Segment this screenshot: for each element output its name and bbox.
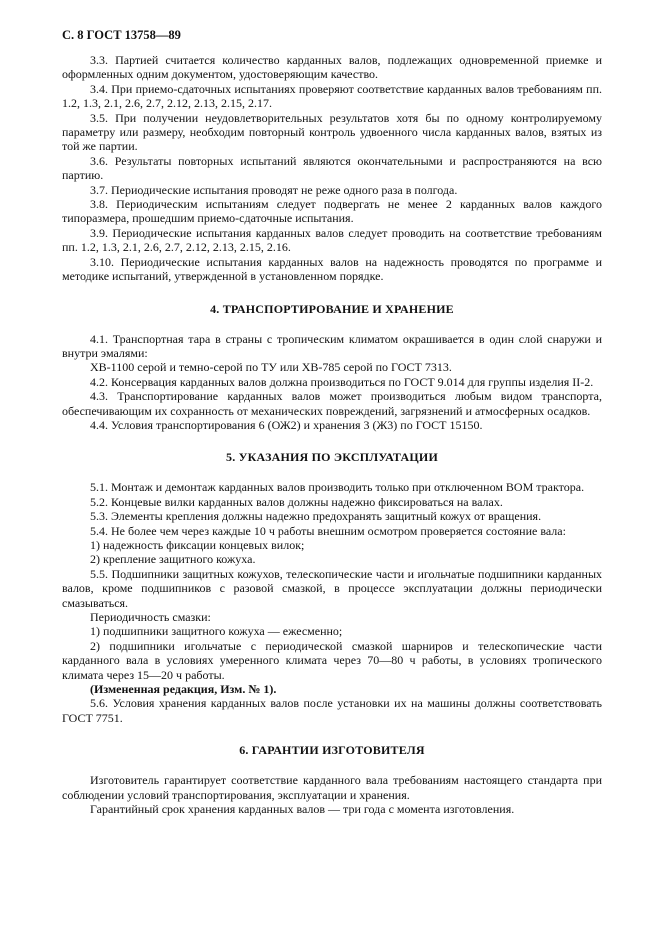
section-6-title: 6. ГАРАНТИИ ИЗГОТОВИТЕЛЯ [239, 743, 425, 758]
paragraph-4-1: 4.1. Транспортная тара в страны с тропическим климатом окрашивается в один слой снаружи и внутри эмалями: [62, 331, 602, 360]
paragraph-5-5-period: Периодичность смазки: [90, 610, 211, 624]
paragraph-3-5: 3.5. При получении неудовлетворительных результатов хотя бы по одному контролируемому параметру или размеру, необходим повторный контроль удвоенного числа карданных валов, взятых из той же партии. [62, 110, 602, 154]
paragraph-6-1: Изготовитель гарантирует соответствие карданного вала требованиям настоящего стандарта при соблюдении условий транспортирования, эксплуатации и хранения. [62, 773, 602, 802]
paragraph-3-6: 3.6. Результаты повторных испытаний являются окончательными и распространяются на всю партию. [62, 153, 602, 183]
document-page [62, 28, 602, 816]
edit-note: (Измененная редакция, Изм. № 1). [90, 682, 277, 697]
paragraph-4-1-enamels: ХВ-1100 серой и темно-серой по ТУ или ХВ-785 серой по ГОСТ 7313. [90, 360, 452, 375]
paragraph-6-2: Гарантийный срок хранения карданных валов — три года с момента изготовления. [90, 802, 515, 817]
list-item-5-4-1: 1) надежность фиксации концевых вилок; [90, 537, 305, 552]
paragraph-3-4: 3.4. При приемо-сдаточных испытаниях проверяют соответствие карданных валов требованиям пп. 1.2, 1.3, 2.1, 2.6, 2.7, 2.12, 2.13, 2.15, 2.17. [62, 81, 602, 111]
paragraph-5-4: 5.4. Не более чем через каждые 10 ч работы внешним осмотром проверяется состояние вала: [90, 523, 566, 538]
paragraph-3-3: 3.3. Партией считается количество карданных валов, подлежащих одновременной приемке и оформленных одним документом, удостоверяющим качество. [62, 53, 602, 82]
list-item-5-4-2: 2) крепление защитного кожуха. [90, 552, 256, 567]
section-3 [62, 53, 602, 284]
page-header: С. 8 ГОСТ 13758—89 [62, 28, 181, 42]
section-5-title: 5. УКАЗАНИЯ ПО ЭКСПЛУАТАЦИИ [226, 450, 438, 465]
paragraph-5-6: 5.6. Условия хранения карданных валов после установки их на машины должны соответствовать ГОСТ 7751. [62, 696, 602, 725]
paragraph-3-9: 3.9. Периодические испытания карданных валов следует проводить на соответствие требованиям пп. 1.2, 1.3, 2.1, 2.6, 2.7, 2.12, 2.13, 2.15, 2.16. [62, 225, 602, 255]
paragraph-4-4: 4.4. Условия транспортирования 6 (ОЖ2) и хранения 3 (Ж3) по ГОСТ 15150. [90, 417, 483, 432]
list-item-5-5-1: 1) подшипники защитного кожуха — ежесменно; [90, 624, 343, 639]
paragraph-4-3: 4.3. Транспортирование карданных валов может производиться любым видом транспорта, обеспечивающим их сохранность от механических повреждений, загрязнений и атмосферных осадков. [62, 389, 602, 418]
list-item-5-5-2: 2) подшипники игольчатые с периодической смазкой шарниров и телескопические части карданного вала в условиях умеренного климата через 70—80 ч работы, в условиях тропического климата через 15—20 ч работы. [62, 638, 602, 682]
section-5 [62, 480, 602, 725]
paragraph-5-5: 5.5. Подшипники защитных кожухов, телескопические части и игольчатые подшипники карданных валов, кроме подшипников с разовой смазкой, в процессе эксплуатации должны периодически смазываться. [62, 566, 602, 610]
section-4 [62, 332, 602, 433]
paragraph-3-8: 3.8. Периодическим испытаниям следует подвергать не менее 2 карданных валов каждого типоразмера, прошедшим приемо-сдаточные испытания. [62, 197, 602, 226]
section-4-title: 4. ТРАНСПОРТИРОВАНИЕ И ХРАНЕНИЕ [210, 301, 454, 316]
paragraph-5-3: 5.3. Элементы крепления должны надежно предохранять защитный кожух от вращения. [90, 509, 542, 524]
paragraph-5-1: 5.1. Монтаж и демонтаж карданных валов производить только при отключенном ВОМ трактора. [90, 480, 585, 495]
paragraph-3-10: 3.10. Периодические испытания карданных валов на надежность проводятся по программе и методике испытаний, утвержденной в установленном порядке. [62, 254, 602, 284]
paragraph-4-2: 4.2. Консервация карданных валов должна производиться по ГОСТ 9.014 для группы изделия II-2. [90, 374, 594, 389]
paragraph-5-2: 5.2. Концевые вилки карданных валов должны надежно фиксироваться на валах. [90, 494, 503, 509]
section-6 [62, 773, 602, 816]
paragraph-3-7: 3.7. Периодические испытания проводят не реже одного раза в полгода. [90, 182, 458, 197]
